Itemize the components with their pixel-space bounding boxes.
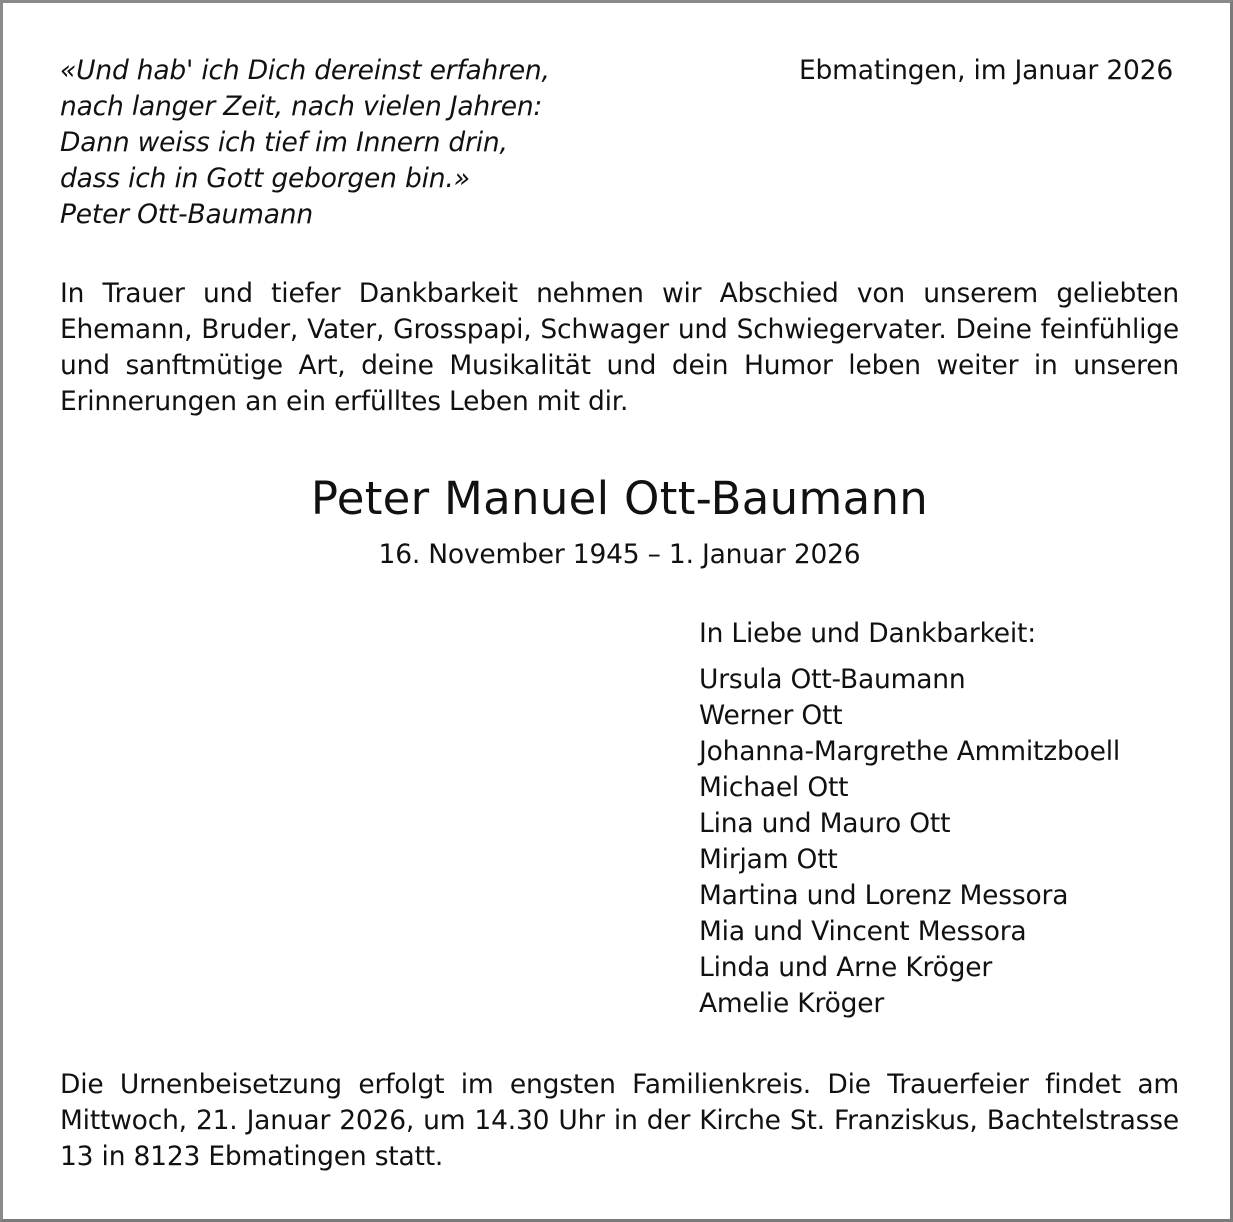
deceased-name: Peter Manuel Ott-Baumann: [310, 472, 929, 525]
mourner-list: [699, 662, 1179, 1022]
mourner-name: Michael Ott: [699, 772, 849, 803]
mourners-block: [699, 616, 1179, 1022]
mourner-name: Ursula Ott-Baumann: [699, 664, 966, 695]
quote-line: nach langer Zeit, nach vielen Jahren:: [60, 91, 543, 122]
mourner-name: Martina und Lorenz Messora: [699, 880, 1069, 911]
mourner-name: Johanna-Margrethe Ammitzboell: [699, 736, 1121, 767]
quote-line: Dann weiss ich tief im Innern drin,: [60, 127, 508, 158]
quote-line: «Und hab' ich Dich dereinst erfahren,: [60, 55, 550, 86]
mourners-heading: In Liebe und Dankbarkeit:: [699, 618, 1036, 649]
mourner-name: Linda und Arne Kröger: [699, 952, 993, 983]
place-date: Ebmatingen, im Januar 2026: [799, 55, 1173, 86]
mourner-name: Amelie Kröger: [699, 988, 885, 1019]
quote-block: [60, 53, 700, 233]
intro-paragraph: In Trauer und tiefer Dankbarkeit nehmen wir Abschied von unserem geliebten Ehemann, Bruder, Vater, Grosspapi, Schwager und Schwiegervater. Deine feinfühlige und sanftmütige Art, deine Musikalität und dein Humor leben weiter in unseren Erinnerungen an ein erfülltes Leben mit dir.: [60, 278, 1179, 417]
quote-line: dass ich in Gott geborgen bin.»: [60, 163, 470, 194]
ceremony-paragraph: Die Urnenbeisetzung erfolgt im engsten Familienkreis. Die Trauerfeier findet am Mittwoch, 21. Januar 2026, um 14.30 Uhr in der Kirche St. Franziskus, Bachtelstrasse 13 in 8123 Ebmatingen statt.: [60, 1069, 1179, 1172]
mourner-name: Mia und Vincent Messora: [699, 916, 1027, 947]
mourner-name: Lina und Mauro Ott: [699, 808, 951, 839]
mourner-name: Werner Ott: [699, 700, 843, 731]
mourner-name: Mirjam Ott: [699, 844, 838, 875]
life-dates: 16. November 1945 – 1. Januar 2026: [378, 539, 861, 570]
quote-author: Peter Ott-Baumann: [60, 199, 313, 230]
